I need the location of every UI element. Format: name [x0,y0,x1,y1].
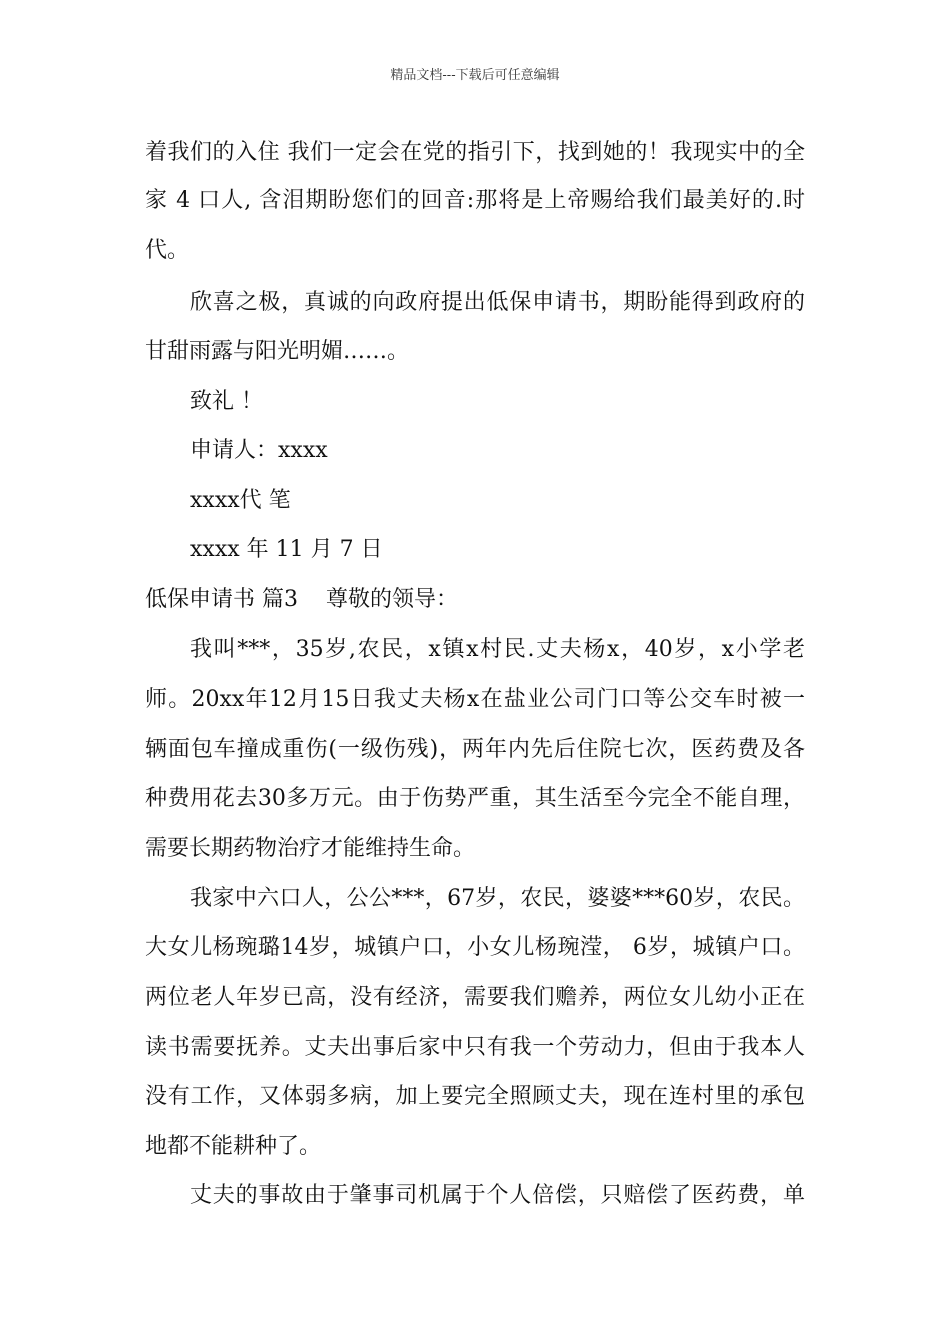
page-header: 精品文档---下载后可任意编辑 [390,68,560,83]
proxy-writer-line: xxxx代 笔 [190,488,291,513]
text-line: 我叫***，35岁,农民，x镇x村民.丈夫杨x，40岁，x小学老 [190,637,805,662]
text-line: 家 4 口人, 含泪期盼您们的回音:那将是上帝赐给我们最美好的.时 [145,188,805,213]
text-line: 地都不能耕种了。 [145,1134,322,1159]
text-line: 师。20xx年12月15日我丈夫杨x在盐业公司门口等公交车时被一 [145,687,805,712]
text-line: 没有工作，又体弱多病，加上要完全照顾丈夫，现在连村里的承包 [145,1084,805,1109]
text-line: 代。 [145,238,190,263]
text-line: 大女儿杨琬璐14岁，城镇户口，小女儿杨琬滢， 6岁，城镇户口。 [145,935,805,960]
text-line: 辆面包车撞成重伤(一级伤残)，两年内先后住院七次，医药费及各 [145,737,805,762]
applicant-line: 申请人：xxxx [190,438,328,463]
text-line: 两位老人年岁已高，没有经济，需要我们赡养，两位女儿幼小正在 [145,985,805,1010]
section-title: 低保申请书 篇3 尊敬的领导： [145,587,458,612]
text-line: 丈夫的事故由于肇事司机属于个人倍偿，只赔偿了医药费，单 [190,1183,805,1208]
text-line: 我家中六口人，公公***，67岁，农民，婆婆***60岁，农民。 [190,886,805,911]
closing-salutation: 致礼 ！ [190,389,263,414]
date-line: xxxx 年 11 月 7 日 [190,537,383,562]
text-line: 欣喜之极，真诚的向政府提出低保申请书，期盼能得到政府的 [190,290,805,315]
text-line: 需要长期药物治疗才能维持生命。 [145,836,476,861]
text-line: 着我们的入住 我们一定会在党的指引下，找到她的！我现实中的全 [145,140,805,165]
text-line: 种费用花去30多万元。由于伤势严重，其生活至今完全不能自理， [145,786,805,811]
text-line: 读书需要抚养。丈夫出事后家中只有我一个劳动力，但由于我本人 [145,1035,805,1060]
text-line: 甘甜雨露与阳光明媚……。 [145,339,410,364]
